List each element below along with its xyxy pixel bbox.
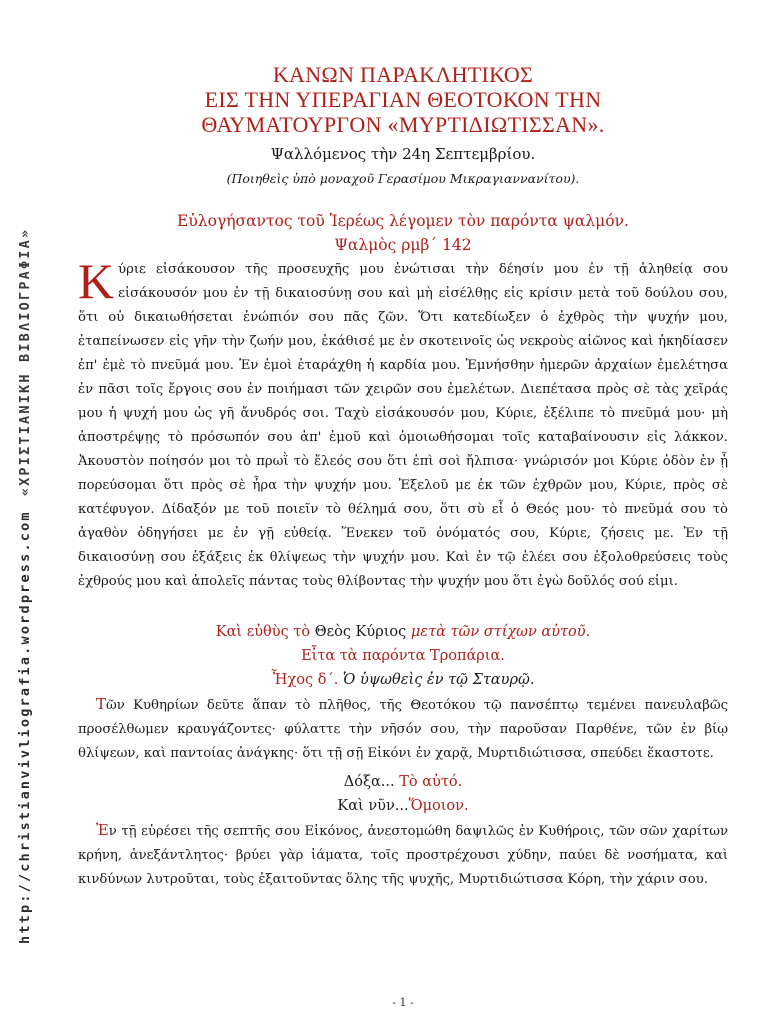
side-url: http://christianvivliografia.wordpress.com bbox=[17, 510, 33, 944]
psalm-heading: Ψαλμὸς ρμβ΄ 142 bbox=[334, 236, 472, 254]
kai-euthys: Καὶ εὐθὺς τὸ bbox=[215, 624, 311, 640]
tone-line bbox=[78, 668, 728, 692]
troparion-1 bbox=[78, 692, 728, 766]
kainyn-red: Ὅμοιον. bbox=[408, 798, 469, 814]
troparia-heading: Εἶτα τὰ παρόντα Τροπάρια. bbox=[301, 648, 505, 664]
troparion-1-text: ῶν Κυθηρίων δεῦτε ἅπαν τὸ πλῆθος, τῆς Θεοτόκου τῷ πανσέπτῳ τεμένει πανευλαβῶς προσέλθωμεν κραυγάζοντες· φύλαττε τὴν νῆσόν σου, τὴν παροῦσαν Παρθένε, τῶν ἐν βίῳ θλίψεων, καὶ παντοίας ἀνάγκης· ὅτι τῇ σῇ Εἰκόνι ἐν χαρᾷ, Μυρτιδιώτισσα, σπεύδει ἕκαστοτε. bbox=[78, 698, 728, 761]
troparion-2-initial: Ἐ bbox=[96, 821, 109, 839]
page-number: - 1 - bbox=[392, 996, 414, 1009]
theos-kyrios-line bbox=[78, 620, 728, 644]
doxa-red: Τὸ αὐτό. bbox=[399, 774, 463, 790]
side-watermark bbox=[12, 24, 38, 1024]
rubric: Εὐλογήσαντος τοῦ Ἱερέως λέγομεν τὸν παρόντα ψαλμόν. bbox=[177, 212, 629, 230]
side-title: «ΧΡΙΣΤΙΑΝΙΚΗ ΒΙΒΛΙΟΓΡΑΦΙΑ» bbox=[17, 227, 33, 497]
psalm-text bbox=[78, 253, 728, 594]
troparion-2 bbox=[78, 818, 728, 892]
subtitle: Ψαλλόμενος τὴν 24η Σεπτεμβρίου. bbox=[270, 145, 536, 163]
doxa-line bbox=[78, 770, 728, 794]
tone-label: Ἦχος δ΄. bbox=[271, 672, 339, 688]
kainyn-line bbox=[78, 794, 728, 818]
title-line-3: ΘΑΥΜΑΤΟΥΡΓΟΝ «ΜΥΡΤΙΔΙΩΤΙΣΣΑΝ». bbox=[201, 112, 605, 137]
doxa-label: Δόξα... bbox=[343, 774, 395, 790]
troparion-1-initial: Τ bbox=[96, 695, 107, 713]
page-content bbox=[78, 62, 728, 892]
meta-stichon: μετὰ τῶν στίχων αὐτοῦ. bbox=[410, 624, 591, 640]
troparion-2-text: ν τῇ εὑρέσει τῆς σεπτῆς σου Εἰκόνος, ἀνεστομώθη δαψιλῶς ἐν Κυθήροις, τῶν σῶν χαρίτων κρήνη, ἀνεξάντλητος· βρύει γὰρ ἰάματα, τοῖς προστρέχουσι χύδην, παύει δὲ νοσήματα, καὶ κινδύνων λυτροῦται, τοὺς ἐξαιτοῦντας ὅλης τῆς ψυχῆς, Μυρτιδιώτισσα Κόρη, τὴν χάριν σου. bbox=[78, 824, 728, 887]
kainyn-label: Καὶ νῦν... bbox=[337, 798, 409, 814]
byline: (Ποιηθεὶς ὑπὸ μοναχοῦ Γερασίμου Μικραγιαννανίτου). bbox=[226, 171, 580, 186]
psalm-body: ύριε εἰσάκουσον τῆς προσευχῆς μου ἐνώτισαι τὴν δέησίν μου ἐν τῇ ἀληθείᾳ σου εἰσάκουσόν μου ἐν τῇ δικαιοσύνῃ σου καὶ μὴ εἰσέλθῃς εἰς κρίσιν μετὰ τοῦ δούλου σου, ὅτι οὐ δικαιωθήσεται ἐνώπιόν σου πᾶς ζῶν. Ὅτι κατεδίωξεν ὁ ἐχθρὸς τὴν ψυχήν μου, ἐταπείνωσεν εἰς γῆν τὴν ζωήν μου, ἐκάθισέ με ἐν σκοτεινοῖς ὡς νεκροὺς αἰῶνος καὶ ἠκηδίασεν ἐπ' ἐμὲ τὸ πνεῦμά μου. Ἐν ἐμοὶ ἐταράχθη ἡ καρδία μου. Ἐμνήσθην ἡμερῶν ἀρχαίων ἐμελέτησα ἐν πᾶσι τοῖς ἔργοις σου ἐν ποιήμασι τῶν χειρῶν σου ἐμελέτων. Διεπέτασα πρὸς σὲ τὰς χεῖράς μου ἡ ψυχή μου ὡς γῆ ἄνυδρός σοι. Ταχὺ εἰσάκουσόν μου, Κύριε, ἐξέλιπε τὸ πνεῦμά μου· μὴ ἀποστρέψῃς τὸ πρόσωπόν σου ἀπ' ἐμοῦ καὶ ὁμοιωθήσομαι τοῖς καταβαίνουσιν εἰς λάκκον. Ἀκουστὸν ποίησόν μοι τὸ πρωῒ τὸ ἔλεός σου ὅτι ἐπὶ σοὶ ἤλπισα· γνώρισόν μοι Κύριε ὁδὸν ἐν ᾗ πορεύσομαι ὅτι πρὸς σὲ ἦρα τὴν ψυχήν μου. Ἐξελοῦ με ἐκ τῶν ἐχθρῶν μου, Κύριε, πρὸς σὲ κατέφυγον. Δίδαξόν με τοῦ ποιεῖν τὸ θέλημά σου, ὅτι σὺ εἶ ὁ Θεός μου· τὸ πνεῦμά σου τὸ ἀγαθὸν ὁδηγήσει με ἐν γῇ εὐθείᾳ. Ἕνεκεν τοῦ ὀνόματός σου, Κύριε, ζήσεις με. Ἐν τῇ δικαιοσύνῃ σου ἐξάξεις ἐκ θλίψεως τὴν ψυχήν μου. Καὶ ἐν τῷ ἐλέει σου ἐξολοθρεύσεις τοὺς ἐχθρούς μου καὶ ἀπολεῖς πάντας τοὺς θλίβοντας τὴν ψυχήν μου ὅτι ἐγὼ δοῦλός σού εἰμι. bbox=[78, 262, 728, 589]
drop-cap: Κ bbox=[78, 253, 115, 309]
title-line-2: ΕΙΣ ΤΗΝ ΥΠΕΡΑΓΙΑΝ ΘΕΟΤΟΚΟΝ ΤΗΝ bbox=[204, 87, 602, 112]
theos-kyrios: Θεὸς Κύριος bbox=[314, 624, 407, 640]
tone-melody: Ὁ ὑψωθεὶς ἐν τῷ Σταυρῷ. bbox=[342, 672, 535, 688]
title-line-1: ΚΑΝΩΝ ΠΑΡΑΚΛΗΤΙΚΟΣ bbox=[272, 62, 534, 87]
